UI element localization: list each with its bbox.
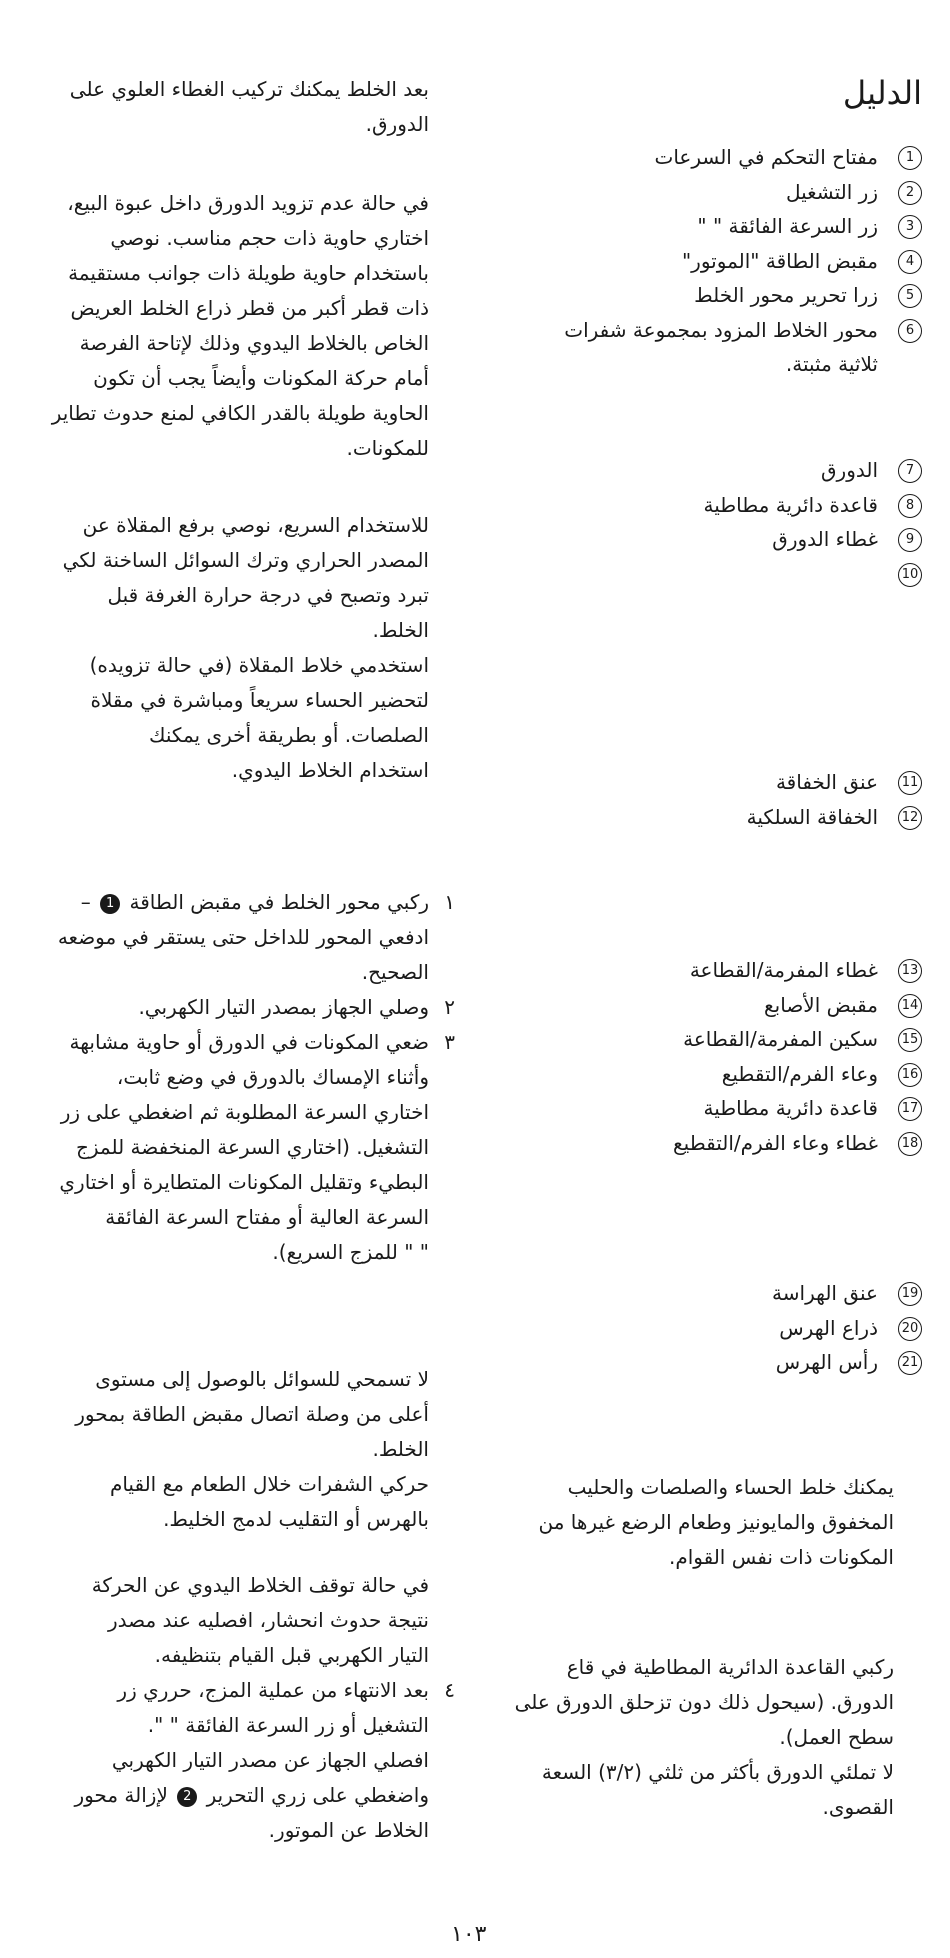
step-2 xyxy=(9,990,455,1025)
legend-number-badge: 18 xyxy=(898,1132,922,1156)
jam-line-2: نتيجة حدوث انحشار، افصليه عند مصدر xyxy=(107,1608,429,1632)
base-line-4: لا تملئي الدورق بأكثر من ثلثي (٣/٢) السعة xyxy=(541,1760,894,1784)
legend-item-10 xyxy=(502,557,922,591)
step-3-line-7: " " للمزج السريع). xyxy=(272,1240,429,1264)
step-2-line-1: وصلي الجهاز بمصدر التيار الكهربي. xyxy=(138,995,429,1019)
legend-number-badge: 14 xyxy=(898,994,922,1018)
base-line-1: ركبي القاعدة الدائرية المطاطية في قاع xyxy=(566,1655,894,1679)
legend-number-badge: 17 xyxy=(898,1097,922,1121)
hot-line-3: تبرد وتصبح في درجة حرارة الغرفة قبل xyxy=(107,583,429,607)
legend-label-continued: ثلاثية مثبتة. xyxy=(785,352,878,376)
blend-line-3: المكونات ذات نفس القوام. xyxy=(668,1545,894,1569)
base-line-5: القصوى. xyxy=(822,1795,894,1819)
legend-number-badge: 9 xyxy=(898,528,922,552)
legend-item-7 xyxy=(502,453,922,487)
liquid-line-4: حركي الشفرات خلال الطعام مع القيام xyxy=(109,1472,429,1496)
legend-number-badge: 8 xyxy=(898,494,922,518)
legend-group-d xyxy=(502,953,922,1163)
legend-label: قاعدة دائرية مطاطية xyxy=(703,492,878,517)
legend-item-5 xyxy=(502,278,922,312)
legend-label: مقبض الطاقة "الموتور" xyxy=(681,248,878,273)
legend-item-3 xyxy=(502,209,922,243)
liquid-line-1: لا تسمحي للسوائل بالوصول إلى مستوى xyxy=(95,1367,429,1391)
blend-line-1: يمكنك خلط الحساء والصلصات والحليب xyxy=(567,1475,894,1499)
legend-label: الدورق xyxy=(821,458,878,482)
page-title: الدليل xyxy=(842,74,922,112)
liquid-line-3: الخلط. xyxy=(372,1437,429,1461)
container-line-4: ذات قطر أكبر من قطر ذراع الخلط العريض xyxy=(70,296,429,320)
legend-item-20 xyxy=(502,1311,922,1345)
container-line-1: في حالة عدم تزويد الدورق داخل عبوة البيع، xyxy=(67,191,429,215)
step-3 xyxy=(9,1025,455,1270)
legend-number-badge: 16 xyxy=(898,1063,922,1087)
legend-item-14 xyxy=(502,988,922,1022)
legend-item-8 xyxy=(502,488,922,522)
page-number: ١٠٣ xyxy=(451,1922,487,1947)
legend-item-9 xyxy=(502,522,922,556)
container-line-8: للمكونات. xyxy=(346,436,429,460)
legend-label: عنق الخفاقة xyxy=(775,770,878,794)
base-line-2: الدورق. (سيحول ذلك دون تزحلق الدورق على xyxy=(514,1690,894,1714)
lid-line-1: بعد الخلط يمكنك تركيب الغطاء العلوي على xyxy=(69,77,429,101)
legend-item-18 xyxy=(502,1126,922,1160)
legend-item-4 xyxy=(502,244,922,278)
legend-label: محور الخلاط المزود بمجموعة شفرات xyxy=(564,317,878,342)
legend-label: الخفاقة السلكية xyxy=(746,804,878,829)
legend-item-19 xyxy=(502,1276,922,1310)
legend-item-1 xyxy=(502,140,922,174)
legend-item-17 xyxy=(502,1091,922,1125)
step-1-line-1: ركبي محور الخلط في مقبض الطاقة xyxy=(129,890,429,914)
step-number: ١ xyxy=(444,890,455,914)
legend-label: زرا تحرير محور الخلط xyxy=(694,283,878,307)
step-4-line-3: افصلي الجهاز عن مصدر التيار الكهربي xyxy=(111,1748,429,1772)
legend-label: قاعدة دائرية مطاطية xyxy=(703,1096,878,1120)
step-number: ٢ xyxy=(444,995,455,1019)
liquid-line-2: أعلى من وصلة اتصال مقبض الطاقة بمحور xyxy=(75,1402,429,1426)
hot-line-4: الخلط. xyxy=(372,618,429,642)
container-line-2: اختاري حاوية ذات حجم مناسب. نوصي xyxy=(110,226,429,250)
step-3-line-6: السرعة العالية أو مفتاح السرعة الفائقة xyxy=(105,1205,429,1229)
step-4-line-2: التشغيل أو زر السرعة الفائقة " ". xyxy=(147,1713,429,1737)
paragraph-lid xyxy=(9,72,429,142)
legend-item-12 xyxy=(502,800,922,834)
step-number: ٤ xyxy=(444,1678,455,1702)
legend-item-2 xyxy=(502,175,922,209)
step-1-line-2: ادفعي المحور للداخل حتى يستقر في موضعه xyxy=(57,925,429,949)
legend-group-e xyxy=(502,1276,922,1386)
legend-label: غطاء الدورق xyxy=(772,527,878,551)
legend-label: سكين المفرمة/القطاعة xyxy=(683,1027,878,1051)
legend-number-badge: 10 xyxy=(898,563,922,587)
step-4-line-1: بعد الانتهاء من عملية المزج، حرري زر xyxy=(117,1678,429,1702)
container-line-7: الحاوية طويلة بالقدر الكافي لمنع حدوث تطاير xyxy=(51,401,429,425)
legend-number-badge: 6 xyxy=(898,319,922,343)
step-3-line-2: وأثناء الإمساك بالدورق في وضع ثابت، xyxy=(116,1065,429,1089)
legend-label: ذراع الهرس xyxy=(779,1315,878,1340)
step-3-line-4: التشغيل. (اختاري السرعة المنخفضة للمزج xyxy=(75,1135,429,1159)
container-line-3: باستخدام حاوية طويلة ذات جوانب مستقيمة xyxy=(68,261,429,285)
legend-number-badge: 12 xyxy=(898,806,922,830)
paragraph-container xyxy=(9,186,429,466)
liquid-line-5: بالهرس أو التقليب لدمج الخليط. xyxy=(163,1507,429,1531)
legend-item-15 xyxy=(502,1022,922,1056)
paragraph-hot-liquids xyxy=(9,508,429,788)
step-4-line-4-tail: لإزالة محور xyxy=(74,1783,168,1807)
legend-number-badge: 15 xyxy=(898,1028,922,1052)
legend-label: زر السرعة الفائقة " " xyxy=(697,214,878,238)
legend-number-badge: 5 xyxy=(898,284,922,308)
jam-line-3: التيار الكهربي قبل القيام بتنظيفه. xyxy=(154,1643,429,1667)
base-line-3: سطح العمل). xyxy=(779,1725,894,1749)
legend-number-badge: 21 xyxy=(898,1351,922,1375)
legend-number-badge: 11 xyxy=(898,771,922,795)
legend-item-16 xyxy=(502,1057,922,1091)
step-4-line-5: الخلاط عن الموتور. xyxy=(268,1818,429,1842)
legend-item-6 xyxy=(502,313,922,376)
step-4-line-4: واضغطي على زري التحرير xyxy=(206,1783,429,1807)
legend-number-badge: 13 xyxy=(898,959,922,983)
jam-line-1: في حالة توقف الخلاط اليدوي عن الحركة xyxy=(91,1573,429,1597)
callout-badge-1: 1 xyxy=(100,894,120,914)
hot-line-6: لتحضير الحساء سريعاً ومباشرة في مقلاة xyxy=(90,688,429,712)
paragraph-jam xyxy=(9,1568,429,1673)
legend-label: عنق الهراسة xyxy=(772,1281,878,1305)
step-3-line-1: ضعي المكونات في الدورق أو حاوية مشابهة xyxy=(69,1030,429,1054)
legend-item-11 xyxy=(502,765,922,799)
lid-line-2: الدورق. xyxy=(365,112,429,136)
legend-number-badge: 20 xyxy=(898,1317,922,1341)
legend-item-21 xyxy=(502,1345,922,1379)
legend-label: رأس الهرس xyxy=(775,1350,878,1374)
legend-label: وعاء الفرم/التقطيع xyxy=(721,1061,878,1086)
container-line-5: الخاص بالخلاط اليدوي وذلك لإتاحة الفرصة xyxy=(79,331,429,355)
container-line-6: أمام حركة المكونات وأيضاً يجب أن تكون xyxy=(93,366,429,390)
legend-label: زر التشغيل xyxy=(785,179,878,204)
paragraph-rubber-base xyxy=(474,1650,894,1825)
hot-line-1: للاستخدام السريع، نوصي برفع المقلاة عن xyxy=(82,513,429,537)
legend-label: غطاء المفرمة/القطاعة xyxy=(689,958,878,982)
step-number: ٣ xyxy=(444,1030,455,1054)
callout-badge-2: 2 xyxy=(177,1787,197,1807)
paragraph-blend-info xyxy=(474,1470,894,1575)
legend-number-badge: 7 xyxy=(898,459,922,483)
step-4 xyxy=(9,1673,455,1853)
hot-line-8: استخدام الخلاط اليدوي. xyxy=(231,758,429,782)
paragraph-liquid-level xyxy=(9,1362,429,1537)
legend-number-badge: 4 xyxy=(898,250,922,274)
legend-label: مفتاح التحكم في السرعات xyxy=(654,145,878,169)
hot-line-7: الصلصات. أو بطريقة أخرى يمكنك xyxy=(149,723,429,747)
legend-number-badge: 19 xyxy=(898,1282,922,1306)
legend-item-13 xyxy=(502,953,922,987)
blend-line-2: المخفوق والمايونيز وطعام الرضع غيرها من xyxy=(538,1510,894,1534)
hot-line-2: المصدر الحراري وترك السوائل الساخنة لكي xyxy=(62,548,429,572)
legend-label: غطاء وعاء الفرم/التقطيع xyxy=(673,1130,878,1155)
hot-line-5: استخدمي خلاط المقلاة (في حالة تزويده) xyxy=(89,653,429,677)
legend-number-badge: 2 xyxy=(898,181,922,205)
dash: – xyxy=(80,890,91,914)
legend-group-a xyxy=(502,140,922,400)
legend-number-badge: 1 xyxy=(898,146,922,170)
step-3-line-5: البطيء وتقليل المكونات المتطايرة أو اختاري xyxy=(59,1170,429,1194)
legend-group-b xyxy=(502,453,922,633)
legend-label: مقبض الأصابع xyxy=(764,992,878,1017)
legend-group-c xyxy=(502,765,922,845)
step-1-line-3: الصحيح. xyxy=(361,960,429,984)
step-1 xyxy=(9,885,455,990)
step-3-line-3: اختاري السرعة المطلوبة ثم اضغطي على زر xyxy=(60,1100,429,1124)
legend-number-badge: 3 xyxy=(898,215,922,239)
